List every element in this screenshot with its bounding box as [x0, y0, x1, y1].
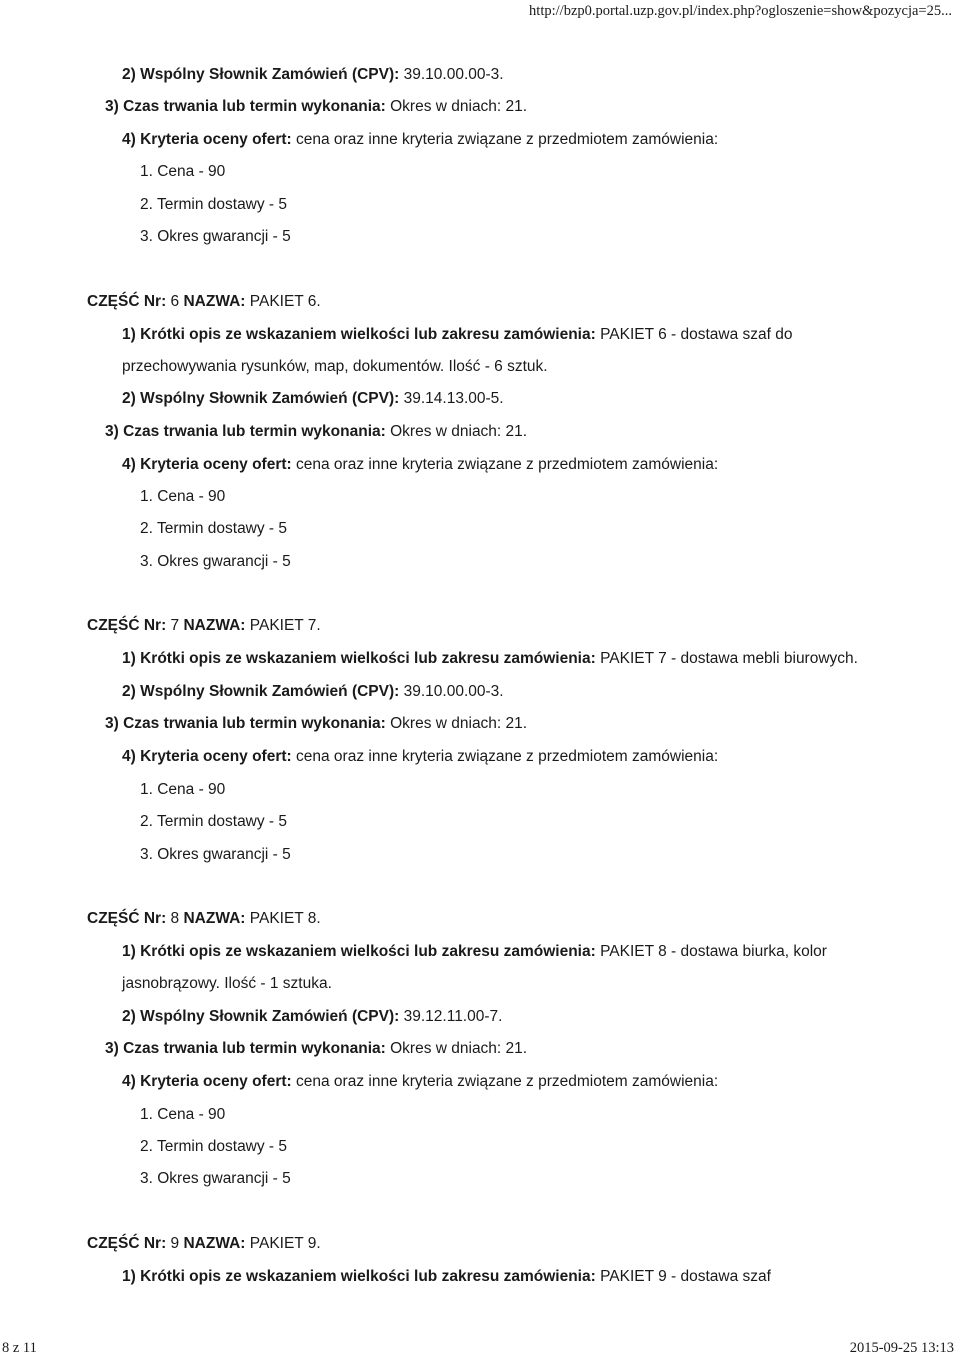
part-label: CZĘŚĆ Nr:: [87, 910, 167, 927]
part-label: CZĘŚĆ Nr:: [87, 617, 167, 634]
cpv-line: [122, 683, 504, 701]
criteria-label: 4) Kryteria oceny ofert:: [122, 748, 292, 765]
criterion-item: 3. Okres gwarancji - 5: [140, 553, 291, 570]
criterion-item: 3. Okres gwarancji - 5: [140, 228, 291, 245]
criteria-line: [122, 131, 718, 149]
part-number: 7: [170, 617, 180, 634]
name-label: NAZWA:: [183, 293, 246, 310]
desc-value: PAKIET 7 - dostawa mebli biurowych.: [600, 650, 858, 667]
page-number: 8 z 11: [2, 1340, 37, 1356]
desc-line: [122, 650, 858, 668]
criteria-label: 4) Kryteria oceny ofert:: [122, 1073, 292, 1090]
desc-continuation: jasnobrązowy. Ilość - 1 sztuka.: [122, 975, 332, 992]
print-datetime: 2015-09-25 13:13: [849, 1340, 954, 1356]
part-name: PAKIET 8.: [249, 910, 321, 927]
time-label: 3) Czas trwania lub termin wykonania:: [105, 1040, 386, 1057]
desc-label: 1) Krótki opis ze wskazaniem wielkości lub zakresu zamówienia:: [122, 943, 596, 960]
desc-line: [122, 326, 793, 344]
part-name: PAKIET 9.: [249, 1235, 321, 1252]
cpv-value: 39.10.00.00-3.: [403, 683, 504, 700]
criteria-label: 4) Kryteria oceny ofert:: [122, 456, 292, 473]
part-heading: [87, 293, 321, 311]
criteria-line: [122, 456, 718, 474]
part-label: CZĘŚĆ Nr:: [87, 293, 167, 310]
name-label: NAZWA:: [183, 910, 246, 927]
criterion-item: 2. Termin dostawy - 5: [140, 196, 288, 213]
criterion-item: 3. Okres gwarancji - 5: [140, 846, 291, 863]
part-label: CZĘŚĆ Nr:: [87, 1235, 167, 1252]
cpv-label: 2) Wspólny Słownik Zamówień (CPV):: [122, 1008, 400, 1025]
criteria-value: cena oraz inne kryteria związane z przedmiotem zamówienia:: [296, 748, 719, 765]
time-line: [105, 98, 527, 116]
name-label: NAZWA:: [183, 1235, 246, 1252]
criterion-item: 1. Cena - 90: [140, 163, 226, 180]
part-heading: [87, 1235, 321, 1253]
cpv-line: [122, 1008, 502, 1026]
desc-continuation: przechowywania rysunków, map, dokumentów. Ilość - 6 sztuk.: [122, 358, 548, 375]
desc-value: PAKIET 8 - dostawa biurka, kolor: [600, 943, 827, 960]
criterion-item: 2. Termin dostawy - 5: [140, 520, 288, 537]
time-value: Okres w dniach: 21.: [390, 1040, 528, 1057]
criterion-item: 1. Cena - 90: [140, 1106, 226, 1123]
cpv-value: 39.10.00.00-3.: [403, 66, 504, 83]
part-name: PAKIET 7.: [249, 617, 321, 634]
time-label: 3) Czas trwania lub termin wykonania:: [105, 715, 386, 732]
time-line: [105, 1040, 527, 1058]
criterion-item: 1. Cena - 90: [140, 488, 226, 505]
desc-value: PAKIET 9 - dostawa szaf: [600, 1268, 771, 1285]
time-label: 3) Czas trwania lub termin wykonania:: [105, 423, 386, 440]
desc-value: PAKIET 6 - dostawa szaf do: [600, 326, 793, 343]
criterion-item: 2. Termin dostawy - 5: [140, 1138, 288, 1155]
cpv-label: 2) Wspólny Słownik Zamówień (CPV):: [122, 683, 400, 700]
part-heading: [87, 617, 321, 635]
time-value: Okres w dniach: 21.: [390, 715, 528, 732]
time-line: [105, 423, 527, 441]
criteria-value: cena oraz inne kryteria związane z przedmiotem zamówienia:: [296, 131, 719, 148]
name-label: NAZWA:: [183, 617, 246, 634]
desc-line: [122, 943, 827, 961]
criteria-line: [122, 748, 718, 766]
cpv-label: 2) Wspólny Słownik Zamówień (CPV):: [122, 390, 400, 407]
page-url: http://bzp0.portal.uzp.gov.pl/index.php?ogloszenie=show&pozycja=25...: [529, 3, 952, 19]
desc-label: 1) Krótki opis ze wskazaniem wielkości lub zakresu zamówienia:: [122, 1268, 596, 1285]
criteria-value: cena oraz inne kryteria związane z przedmiotem zamówienia:: [296, 1073, 719, 1090]
criteria-label: 4) Kryteria oceny ofert:: [122, 131, 292, 148]
cpv-label: 2) Wspólny Słownik Zamówień (CPV):: [122, 66, 400, 83]
time-label: 3) Czas trwania lub termin wykonania:: [105, 98, 386, 115]
desc-line: [122, 1268, 771, 1286]
part-heading: [87, 910, 321, 928]
cpv-line: [122, 66, 504, 84]
part-number: 9: [170, 1235, 180, 1252]
criteria-value: cena oraz inne kryteria związane z przedmiotem zamówienia:: [296, 456, 719, 473]
criterion-item: 2. Termin dostawy - 5: [140, 813, 288, 830]
time-value: Okres w dniach: 21.: [390, 423, 528, 440]
part-name: PAKIET 6.: [249, 293, 321, 310]
cpv-value: 39.14.13.00-5.: [403, 390, 504, 407]
criterion-item: 1. Cena - 90: [140, 781, 226, 798]
criteria-line: [122, 1073, 718, 1091]
desc-label: 1) Krótki opis ze wskazaniem wielkości lub zakresu zamówienia:: [122, 650, 596, 667]
cpv-value: 39.12.11.00-7.: [403, 1008, 503, 1025]
criterion-item: 3. Okres gwarancji - 5: [140, 1170, 291, 1187]
part-number: 6: [170, 293, 180, 310]
cpv-line: [122, 390, 504, 408]
time-line: [105, 715, 527, 733]
part-number: 8: [170, 910, 180, 927]
time-value: Okres w dniach: 21.: [390, 98, 528, 115]
desc-label: 1) Krótki opis ze wskazaniem wielkości lub zakresu zamówienia:: [122, 326, 596, 343]
